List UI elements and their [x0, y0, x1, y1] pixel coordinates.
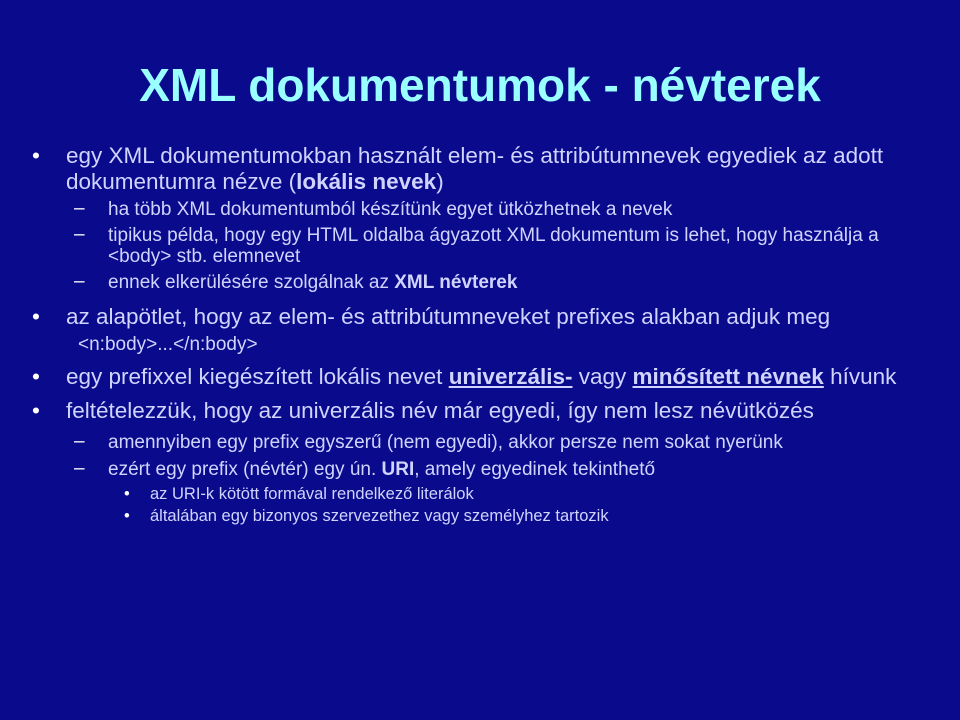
subitem-text: ezért egy prefix (névtér) egy ún.: [108, 459, 382, 481]
subitem-text: tipikus példa, hogy egy HTML oldalba ágyazott XML dokumentum is lehet, hogy használja a <body> stb. elemnevet: [108, 224, 879, 268]
subsubitem-text: az URI-k kötött formával rendelkező literálok: [150, 485, 474, 504]
bullet-local-names: [30, 143, 930, 195]
subitem-xml-namespaces: [30, 272, 930, 294]
bullet-dot-icon: •: [32, 304, 40, 330]
bullet-universal-name: [30, 364, 930, 390]
dash-icon: –: [74, 430, 85, 452]
bold-term: lokális nevek: [296, 168, 437, 194]
bullet-assumption: [30, 398, 930, 424]
bullet-text: egy prefixxel kiegészített lokális nevet: [66, 363, 449, 389]
subsubitem-text: általában egy bizonyos szervezethez vagy személyhez tartozik: [150, 507, 609, 526]
bold-term: XML névterek: [394, 272, 518, 294]
bullet-text: vagy: [572, 363, 633, 389]
bullet-text: ): [436, 168, 444, 194]
bullet-text: az alapötlet, hogy az elem- és attribútumneveket prefixes alakban adjuk meg: [66, 304, 831, 330]
bullet-text: dokumentumra nézve (: [66, 168, 297, 194]
subitem-simple-prefix: [30, 432, 930, 454]
subitem-text: , amely egyedinek tekinthető: [414, 459, 656, 481]
bold-term: univerzális-: [448, 363, 573, 389]
subitem-name-collision: [30, 199, 930, 221]
dash-icon: –: [74, 223, 85, 245]
subsubitem-uri-literals: [30, 485, 930, 504]
subitem-text: ha több XML dokumentumból készítünk egyet ütközhetnek a nevek: [108, 198, 673, 220]
bullet-basic-idea: [30, 304, 930, 330]
bullet-text: egy XML dokumentumokban használt elem- és attribútumnevek egyediek az adott: [66, 143, 884, 168]
subitem-uri: [30, 459, 930, 481]
subsubitem-organization: [30, 507, 930, 526]
slide-content: [30, 143, 930, 529]
bullet-text: hívunk: [823, 363, 897, 389]
subitem-text: ennek elkerülésére szolgálnak az: [108, 272, 395, 294]
bullet-dot-icon: •: [124, 485, 130, 504]
code-example: <n:body>...</n:body>: [78, 334, 258, 355]
bullet-text: feltételezzük, hogy az univerzális név már egyedi, így nem lesz névütközés: [66, 397, 814, 423]
dash-icon: –: [74, 458, 85, 480]
bold-term: URI: [381, 459, 415, 481]
bullet-dot-icon: •: [124, 507, 130, 526]
dash-icon: –: [74, 271, 85, 293]
bold-term: minősített névnek: [632, 363, 824, 389]
subitem-text: amennyiben egy prefix egyszerű (nem egyedi), akkor persze nem sokat nyerünk: [108, 431, 783, 453]
bullet-dot-icon: •: [32, 143, 40, 168]
dash-icon: –: [74, 197, 85, 219]
bullet-dot-icon: •: [32, 397, 40, 423]
slide-title: XML dokumentumok - névterek: [139, 59, 821, 111]
subitem-html-example: [30, 225, 930, 269]
bullet-dot-icon: •: [32, 363, 40, 389]
